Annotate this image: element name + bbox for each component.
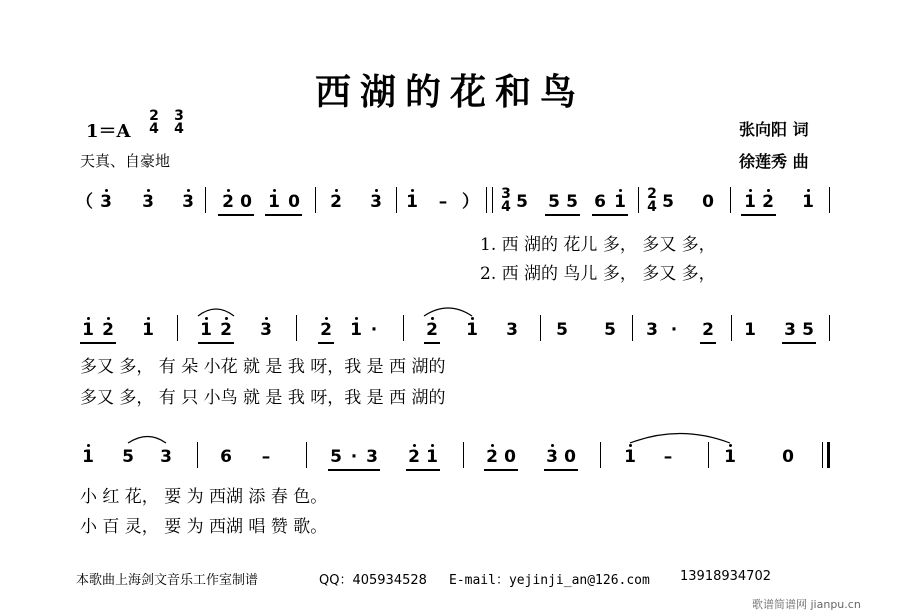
- note: 3: [784, 320, 796, 340]
- note: 3: [546, 447, 558, 467]
- eighth-underline: [328, 469, 380, 471]
- paren-close: ）: [462, 192, 479, 212]
- barline: [730, 187, 731, 213]
- barline: [540, 315, 541, 341]
- barline: [403, 315, 404, 341]
- barline: [829, 187, 830, 213]
- eighth-underline: [218, 214, 254, 216]
- eighth-underline: [484, 469, 518, 471]
- eighth-underline: [406, 469, 440, 471]
- paren-open: （: [76, 192, 93, 212]
- barline: [315, 187, 316, 213]
- note: 0: [240, 192, 252, 212]
- time-signature-2-4: [148, 110, 160, 136]
- barline: [731, 315, 732, 341]
- note: 1: [406, 192, 418, 212]
- note: 0: [564, 447, 576, 467]
- note: 1: [142, 320, 154, 340]
- lyricist-credit: 张向阳 词: [739, 120, 809, 139]
- footer-qq: QQ：405934528: [319, 573, 427, 588]
- tie-3: [128, 437, 166, 444]
- note: 0: [288, 192, 300, 212]
- barline: [396, 187, 397, 213]
- eighth-underline: [80, 342, 116, 344]
- note: 5: [122, 447, 134, 467]
- barline: [463, 442, 464, 468]
- eighth-underline: [198, 342, 234, 344]
- note: 5: [566, 192, 578, 212]
- note: 1: [268, 192, 280, 212]
- time-signature-top: 2: [149, 108, 159, 124]
- footer-email: E-mail：yejinji_an@126.com: [449, 573, 650, 588]
- extend-dash: –: [261, 447, 271, 467]
- time-signature-bottom: 4: [174, 121, 184, 137]
- composer-credit: 徐莲秀 曲: [739, 152, 809, 171]
- note: 1: [624, 447, 636, 467]
- barline: [306, 442, 307, 468]
- note: 2: [330, 192, 342, 212]
- time-signature-bottom: 4: [647, 199, 657, 215]
- note: 3: [182, 192, 194, 212]
- barline: [205, 187, 206, 213]
- time-signature-change: [500, 188, 512, 214]
- eighth-underline: [545, 214, 580, 216]
- lyric-line-s3-v2: 小 百 灵， 要 为 西湖 唱 赞 歌。: [80, 517, 328, 537]
- note: 2: [762, 192, 774, 212]
- song-title: 西湖的花和鸟: [314, 71, 585, 113]
- note: 1: [614, 192, 626, 212]
- note: 1: [802, 192, 814, 212]
- eighth-underline: [544, 469, 578, 471]
- note: 5: [662, 192, 674, 212]
- note: 5: [802, 320, 814, 340]
- note: 6: [220, 447, 232, 467]
- barline: [296, 315, 297, 341]
- time-signature-top: 3: [501, 186, 511, 202]
- eighth-underline: [741, 214, 776, 216]
- note: 2: [486, 447, 498, 467]
- barline: [486, 187, 487, 213]
- note: 3: [506, 320, 518, 340]
- note: 5: [556, 320, 568, 340]
- time-signature-bottom: 4: [501, 199, 511, 215]
- note: 1: [200, 320, 212, 340]
- eighth-underline: [318, 342, 334, 344]
- eighth-underline: [265, 214, 302, 216]
- note: 5: [330, 447, 342, 467]
- note: 1: [82, 447, 94, 467]
- note: 1: [350, 320, 362, 340]
- barline: [822, 442, 823, 468]
- note: 2: [220, 320, 232, 340]
- note: 3: [260, 320, 272, 340]
- note: 2: [102, 320, 114, 340]
- eighth-underline: [424, 342, 440, 344]
- tie-1: [198, 309, 234, 316]
- note: 2: [320, 320, 332, 340]
- note: 1: [724, 447, 736, 467]
- lyric-line-s2-v2: 多又 多， 有 只 小鸟 就 是 我 呀，我 是 西 湖的: [80, 388, 446, 408]
- note: 3: [646, 320, 658, 340]
- extend-dash: –: [438, 192, 448, 212]
- eighth-underline: [782, 342, 816, 344]
- barline: [632, 315, 633, 341]
- tie-4: [630, 434, 730, 444]
- time-signature-top: 2: [647, 186, 657, 202]
- barline: [197, 442, 198, 468]
- note: 2: [222, 192, 234, 212]
- note: 6: [594, 192, 606, 212]
- note: 2: [408, 447, 420, 467]
- note: 3: [366, 447, 378, 467]
- note: 1: [466, 320, 478, 340]
- note: 2: [426, 320, 438, 340]
- note: 3: [100, 192, 112, 212]
- note: 0: [504, 447, 516, 467]
- barline: [492, 187, 493, 213]
- time-signature-top: 3: [174, 108, 184, 124]
- key-signature: 1＝A: [86, 121, 131, 142]
- time-signature-change: [646, 188, 658, 214]
- note: 3: [142, 192, 154, 212]
- eighth-underline: [592, 214, 628, 216]
- note: 1: [426, 447, 438, 467]
- lyric-line-s3-v1: 小 红 花， 要 为 西湖 添 春 色。: [80, 487, 328, 507]
- note: 1: [744, 320, 756, 340]
- lyric-line-s2-v1: 多又 多， 有 朵 小花 就 是 我 呀，我 是 西 湖的: [80, 357, 446, 377]
- time-signature-3-4: [173, 110, 185, 136]
- watermark: 歌谱简谱网 jianpu.cn: [752, 598, 861, 611]
- augmentation-dot: ·: [370, 320, 378, 340]
- note: 3: [160, 447, 172, 467]
- note: 5: [604, 320, 616, 340]
- time-signature-bottom: 4: [149, 121, 159, 137]
- note: 0: [782, 447, 794, 467]
- note: 1: [744, 192, 756, 212]
- note: 2: [702, 320, 714, 340]
- note: 1: [82, 320, 94, 340]
- lyric-line-s1-v2: 2. 西 湖的 鸟儿 多， 多又 多，: [480, 264, 716, 284]
- barline: [708, 442, 709, 468]
- barline: [177, 315, 178, 341]
- note: 0: [702, 192, 714, 212]
- augmentation-dot: ·: [670, 320, 678, 340]
- final-barline: [827, 442, 830, 468]
- barline: [638, 187, 639, 213]
- lyric-line-s1-v1: 1. 西 湖的 花儿 多， 多又 多，: [480, 235, 716, 255]
- expression-mark: 天真、自豪地: [80, 152, 171, 170]
- footer-phone: 13918934702: [680, 569, 771, 584]
- barline: [600, 442, 601, 468]
- footer-studio: 本歌曲上海剑文音乐工作室制谱: [76, 573, 259, 588]
- note: 3: [370, 192, 382, 212]
- eighth-underline: [700, 342, 716, 344]
- tie-2: [424, 308, 472, 316]
- note: 5: [516, 192, 528, 212]
- note: 5: [548, 192, 560, 212]
- barline: [829, 315, 830, 341]
- augmentation-dot: ·: [350, 447, 358, 467]
- extend-dash: –: [663, 447, 673, 467]
